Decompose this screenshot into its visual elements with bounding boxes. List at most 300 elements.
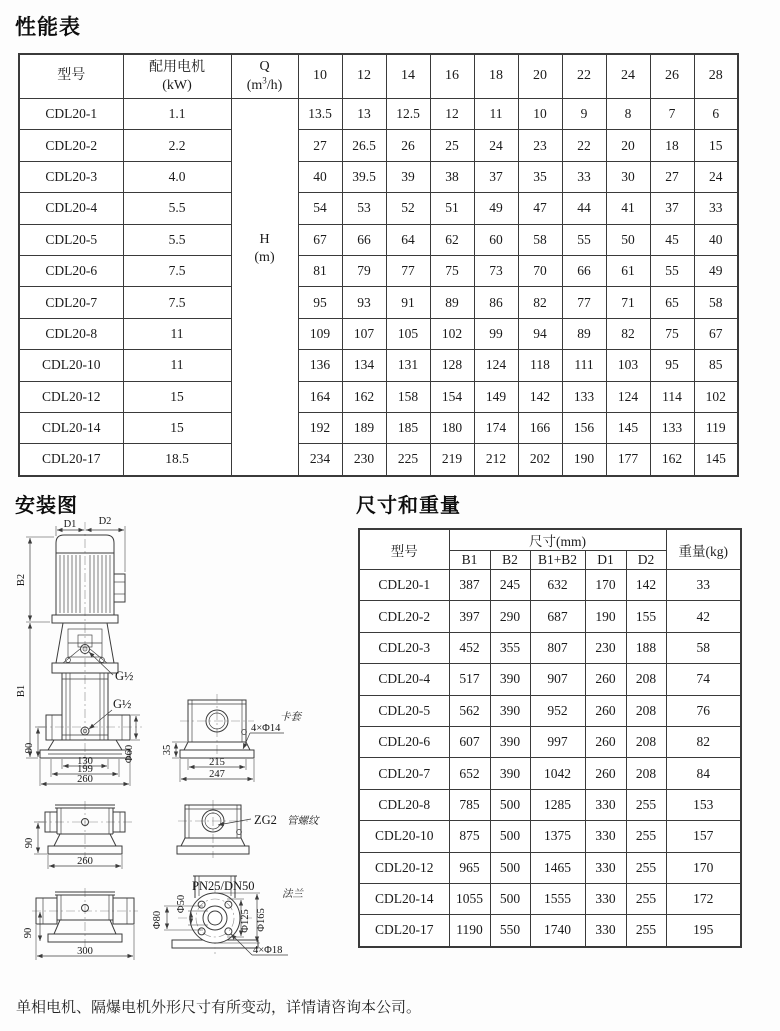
head-value-cell: 136 (298, 350, 342, 381)
dimension-value-cell: 785 (449, 789, 490, 820)
dimension-value-cell: 142 (626, 570, 666, 601)
dim-label-300: 300 (77, 946, 93, 957)
power-cell: 11 (123, 350, 231, 381)
head-value-cell: 13.5 (298, 99, 342, 130)
col-header-flow-line1: Q (259, 59, 270, 75)
head-value-cell: 24 (694, 161, 738, 192)
head-value-cell: 99 (474, 318, 518, 349)
dimensions-table-row (359, 915, 741, 947)
head-value-cell: 118 (518, 350, 562, 381)
head-value-cell: 225 (386, 444, 430, 476)
head-value-cell: 55 (650, 255, 694, 286)
dimension-value-cell: 84 (666, 758, 741, 789)
head-value-cell: 40 (298, 161, 342, 192)
col-header-power-line2: (kW) (162, 77, 192, 93)
head-value-cell: 50 (606, 224, 650, 255)
col-header-model: 型号 (19, 54, 123, 99)
head-value-cell: 49 (694, 255, 738, 286)
head-unit-line1: H (259, 231, 270, 247)
dimension-value-cell: 1285 (530, 789, 585, 820)
dimension-value-cell: 397 (449, 601, 490, 632)
dims-col-header-weight: 重量(kg) (666, 529, 741, 570)
performance-table-title: 性能表 (15, 16, 81, 39)
annotation-ferrule: 卡套 (280, 712, 301, 723)
model-cell: CDL20-1 (19, 99, 123, 130)
head-value-cell: 10 (518, 99, 562, 130)
power-cell: 18.5 (123, 444, 231, 476)
dim-label-zg2: ZG2 (254, 813, 277, 827)
dimension-value-cell: 260 (585, 758, 626, 789)
dimensions-table-row (359, 883, 741, 914)
model-cell: CDL20-4 (359, 664, 449, 695)
head-value-cell: 15 (694, 130, 738, 161)
col-header-power-line1: 配用电机 (149, 60, 205, 75)
dimension-value-cell: 875 (449, 821, 490, 852)
head-value-cell: 11 (474, 99, 518, 130)
head-value-cell: 162 (650, 444, 694, 476)
dimension-value-cell: 260 (585, 695, 626, 726)
model-cell: CDL20-6 (19, 255, 123, 286)
head-value-cell: 142 (518, 381, 562, 412)
performance-table-row (19, 224, 738, 255)
dimension-value-cell: 330 (585, 915, 626, 947)
head-value-cell: 85 (694, 350, 738, 381)
head-value-cell: 51 (430, 193, 474, 224)
head-value-cell: 66 (342, 224, 386, 255)
head-value-cell: 91 (386, 287, 430, 318)
head-value-cell: 49 (474, 193, 518, 224)
head-value-cell: 53 (342, 193, 386, 224)
dimension-value-cell: 208 (626, 758, 666, 789)
dimension-value-cell: 807 (530, 632, 585, 663)
dimension-value-cell: 355 (490, 632, 530, 663)
head-value-cell: 111 (562, 350, 606, 381)
head-value-cell: 79 (342, 255, 386, 286)
dimensions-table-row (359, 601, 741, 632)
power-cell: 15 (123, 412, 231, 443)
dimension-value-cell: 907 (530, 664, 585, 695)
head-value-cell: 189 (342, 412, 386, 443)
head-value-cell: 37 (474, 161, 518, 192)
head-value-cell: 73 (474, 255, 518, 286)
dimension-value-cell: 500 (490, 789, 530, 820)
dims-col-header-size: B1+B2 (530, 551, 585, 570)
head-value-cell: 77 (386, 255, 430, 286)
motor-terminal-box (114, 574, 125, 602)
dimension-value-cell: 42 (666, 601, 741, 632)
head-value-cell: 158 (386, 381, 430, 412)
head-value-cell: 180 (430, 412, 474, 443)
head-value-cell: 27 (650, 161, 694, 192)
head-value-cell: 133 (650, 412, 694, 443)
head-value-cell: 105 (386, 318, 430, 349)
pump-flange-view (152, 876, 304, 956)
head-value-cell: 26 (386, 130, 430, 161)
col-header-flow-value: 26 (650, 54, 694, 99)
head-value-cell: 93 (342, 287, 386, 318)
model-cell: CDL20-12 (19, 381, 123, 412)
head-value-cell: 27 (298, 130, 342, 161)
dimension-value-cell: 500 (490, 821, 530, 852)
head-value-cell: 65 (650, 287, 694, 318)
head-value-cell: 40 (694, 224, 738, 255)
head-value-cell: 24 (474, 130, 518, 161)
head-value-cell: 94 (518, 318, 562, 349)
dim-label-g12-top: G½ (115, 669, 134, 683)
dimensions-table-row (359, 570, 741, 601)
pump-side-view-thread (177, 800, 320, 858)
installation-diagram-title: 安装图 (15, 495, 78, 517)
head-value-cell: 114 (650, 381, 694, 412)
head-value-cell: 39 (386, 161, 430, 192)
dim-label-215: 215 (209, 757, 225, 768)
head-value-cell: 134 (342, 350, 386, 381)
performance-header-row (19, 54, 738, 99)
col-header-flow-value: 16 (430, 54, 474, 99)
model-cell: CDL20-7 (359, 758, 449, 789)
dimensions-table (358, 528, 742, 948)
dimension-value-cell: 517 (449, 664, 490, 695)
dimension-value-cell: 562 (449, 695, 490, 726)
dimension-value-cell: 550 (490, 915, 530, 947)
head-value-cell: 124 (474, 350, 518, 381)
head-value-cell: 54 (298, 193, 342, 224)
dimension-value-cell: 390 (490, 758, 530, 789)
suction-port (46, 715, 62, 740)
head-value-cell: 22 (562, 130, 606, 161)
dimension-value-cell: 188 (626, 632, 666, 663)
head-value-cell: 47 (518, 193, 562, 224)
head-value-cell: 39.5 (342, 161, 386, 192)
head-value-cell: 12 (430, 99, 474, 130)
performance-table-row (19, 130, 738, 161)
dim-label-35: 35 (162, 744, 173, 756)
dims-col-header-size: D2 (626, 551, 666, 570)
power-cell: 7.5 (123, 255, 231, 286)
dimension-value-cell: 230 (585, 632, 626, 663)
model-cell: CDL20-8 (19, 318, 123, 349)
installation-diagram (10, 516, 350, 976)
head-value-cell: 185 (386, 412, 430, 443)
head-value-cell: 192 (298, 412, 342, 443)
performance-table-row (19, 99, 738, 130)
performance-table-row (19, 193, 738, 224)
annotation-pipe-thread: 管螺纹 (287, 816, 319, 827)
head-value-cell: 75 (430, 255, 474, 286)
pump-base-front-260 (24, 801, 132, 869)
dimension-value-cell: 260 (585, 726, 626, 757)
head-value-cell: 119 (694, 412, 738, 443)
dimensions-table-row (359, 852, 741, 883)
dimension-value-cell: 330 (585, 852, 626, 883)
performance-table-row (19, 255, 738, 286)
head-value-cell: 234 (298, 444, 342, 476)
head-value-cell: 44 (562, 193, 606, 224)
model-cell: CDL20-2 (359, 601, 449, 632)
power-cell: 4.0 (123, 161, 231, 192)
dimensions-table-row (359, 789, 741, 820)
model-cell: CDL20-3 (359, 632, 449, 663)
head-value-cell: 95 (298, 287, 342, 318)
head-value-cell: 66 (562, 255, 606, 286)
dimension-value-cell: 255 (626, 821, 666, 852)
dim-label-260: 260 (77, 774, 93, 785)
head-unit-cell (231, 99, 298, 476)
dimension-value-cell: 387 (449, 570, 490, 601)
dim-label-d1: D1 (63, 519, 77, 530)
head-value-cell: 9 (562, 99, 606, 130)
head-value-cell: 67 (694, 318, 738, 349)
head-value-cell: 107 (342, 318, 386, 349)
head-value-cell: 30 (606, 161, 650, 192)
head-value-cell: 7 (650, 99, 694, 130)
model-cell: CDL20-2 (19, 130, 123, 161)
model-cell: CDL20-8 (359, 789, 449, 820)
dimension-value-cell: 390 (490, 664, 530, 695)
performance-table (18, 53, 739, 477)
head-value-cell: 13 (342, 99, 386, 130)
dimension-value-cell: 33 (666, 570, 741, 601)
head-value-cell: 162 (342, 381, 386, 412)
dimension-value-cell: 208 (626, 726, 666, 757)
dimensions-table-title: 尺寸和重量 (356, 495, 461, 517)
dimension-value-cell: 330 (585, 821, 626, 852)
head-value-cell: 58 (694, 287, 738, 318)
col-header-flow (231, 54, 298, 99)
head-value-cell: 102 (430, 318, 474, 349)
power-cell: 11 (123, 318, 231, 349)
dimension-value-cell: 500 (490, 883, 530, 914)
dims-col-header-size-group: 尺寸(mm) (449, 529, 666, 551)
power-cell: 15 (123, 381, 231, 412)
col-header-flow-value: 20 (518, 54, 562, 99)
dimension-value-cell: 330 (585, 883, 626, 914)
col-header-flow-value: 18 (474, 54, 518, 99)
dimension-value-cell: 1190 (449, 915, 490, 947)
dimensions-table-row (359, 695, 741, 726)
performance-table-row (19, 318, 738, 349)
col-header-flow-value: 14 (386, 54, 430, 99)
model-cell: CDL20-7 (19, 287, 123, 318)
performance-table-row (19, 350, 738, 381)
head-value-cell: 62 (430, 224, 474, 255)
dimension-value-cell: 172 (666, 883, 741, 914)
head-value-cell: 156 (562, 412, 606, 443)
dimension-value-cell: 82 (666, 726, 741, 757)
performance-table-row (19, 381, 738, 412)
head-value-cell: 89 (430, 287, 474, 318)
pump-front-view (16, 516, 142, 786)
dims-col-header-size: D1 (585, 551, 626, 570)
model-cell: CDL20-12 (359, 852, 449, 883)
dimension-value-cell: 1465 (530, 852, 585, 883)
col-header-flow-line2: $(m^3/h)$ (246, 75, 283, 94)
performance-table-body (19, 99, 738, 476)
head-value-cell: 25 (430, 130, 474, 161)
dimension-value-cell: 632 (530, 570, 585, 601)
dimension-value-cell: 1740 (530, 915, 585, 947)
dimension-value-cell: 965 (449, 852, 490, 883)
dimension-value-cell: 170 (585, 570, 626, 601)
head-value-cell: 128 (430, 350, 474, 381)
power-cell: 2.2 (123, 130, 231, 161)
head-value-cell: 8 (606, 99, 650, 130)
dimension-value-cell: 500 (490, 852, 530, 883)
footer-note: 单相电机、隔爆电机外形尺寸有所变动，详情请咨询本公司。 (16, 999, 422, 1016)
dimension-value-cell: 208 (626, 664, 666, 695)
dimension-value-cell: 255 (626, 852, 666, 883)
performance-table-row (19, 444, 738, 476)
head-value-cell: 103 (606, 350, 650, 381)
annotation-flange: 法兰 (282, 889, 303, 900)
dim-label-4x18: 4×Φ18 (253, 945, 283, 956)
dimension-value-cell: 997 (530, 726, 585, 757)
head-value-cell: 149 (474, 381, 518, 412)
col-header-flow-value: 24 (606, 54, 650, 99)
performance-table-row (19, 161, 738, 192)
model-cell: CDL20-5 (359, 695, 449, 726)
model-cell: CDL20-10 (19, 350, 123, 381)
dim-label-phi80: Φ80 (152, 910, 163, 930)
power-cell: 5.5 (123, 224, 231, 255)
head-value-cell: 166 (518, 412, 562, 443)
head-value-cell: 77 (562, 287, 606, 318)
head-value-cell: 164 (298, 381, 342, 412)
head-value-cell: 38 (430, 161, 474, 192)
head-value-cell: 230 (342, 444, 386, 476)
dimension-value-cell: 58 (666, 632, 741, 663)
head-value-cell: 190 (562, 444, 606, 476)
model-cell: CDL20-14 (19, 412, 123, 443)
dimension-value-cell: 255 (626, 883, 666, 914)
dims-col-header-size: B1 (449, 551, 490, 570)
head-value-cell: 33 (694, 193, 738, 224)
dim-label-4x14: 4×Φ14 (251, 723, 281, 734)
head-value-cell: 58 (518, 224, 562, 255)
col-header-flow-value: 12 (342, 54, 386, 99)
head-value-cell: 109 (298, 318, 342, 349)
dim-label-pn: PN25/DN50 (192, 879, 255, 893)
dimension-value-cell: 1042 (530, 758, 585, 789)
head-value-cell: 70 (518, 255, 562, 286)
head-value-cell: 177 (606, 444, 650, 476)
head-value-cell: 61 (606, 255, 650, 286)
dimensions-table-row (359, 821, 741, 852)
dim-label-b1: B1 (16, 684, 27, 698)
head-value-cell: 102 (694, 381, 738, 412)
pump-base-front-300 (23, 888, 138, 960)
dimension-value-cell: 170 (666, 852, 741, 883)
dim-label-90: 90 (24, 742, 35, 754)
dimension-value-cell: 1055 (449, 883, 490, 914)
dimensions-table-row (359, 726, 741, 757)
performance-table-row (19, 287, 738, 318)
dimension-value-cell: 255 (626, 915, 666, 947)
dimension-value-cell: 1375 (530, 821, 585, 852)
dimension-value-cell: 687 (530, 601, 585, 632)
head-value-cell: 33 (562, 161, 606, 192)
head-value-cell: 18 (650, 130, 694, 161)
head-value-cell: 71 (606, 287, 650, 318)
dimension-value-cell: 190 (585, 601, 626, 632)
dimensions-table-row (359, 664, 741, 695)
model-cell: CDL20-6 (359, 726, 449, 757)
head-value-cell: 37 (650, 193, 694, 224)
head-value-cell: 12.5 (386, 99, 430, 130)
dims-col-header-size: B2 (490, 551, 530, 570)
dimension-value-cell: 76 (666, 695, 741, 726)
dimensions-header-row1 (359, 529, 741, 551)
head-value-cell: 23 (518, 130, 562, 161)
power-cell: 1.1 (123, 99, 231, 130)
head-value-cell: 133 (562, 381, 606, 412)
model-cell: CDL20-1 (359, 570, 449, 601)
dimension-value-cell: 952 (530, 695, 585, 726)
col-header-flow-value: 28 (694, 54, 738, 99)
dim-label-g12-bottom: G½ (113, 697, 132, 711)
dimension-value-cell: 390 (490, 726, 530, 757)
dim-label-90c: 90 (23, 927, 34, 939)
head-value-cell: 95 (650, 350, 694, 381)
dimension-value-cell: 607 (449, 726, 490, 757)
head-unit-line2: (m) (254, 249, 275, 265)
performance-table-row (19, 412, 738, 443)
model-cell: CDL20-3 (19, 161, 123, 192)
head-value-cell: 81 (298, 255, 342, 286)
head-value-cell: 219 (430, 444, 474, 476)
dimension-value-cell: 452 (449, 632, 490, 663)
dimensions-table-row (359, 632, 741, 663)
head-value-cell: 52 (386, 193, 430, 224)
model-cell: CDL20-17 (359, 915, 449, 947)
pump-side-view-clamp (162, 694, 302, 782)
head-value-cell: 89 (562, 318, 606, 349)
head-value-cell: 55 (562, 224, 606, 255)
dims-col-header-model: 型号 (359, 529, 449, 570)
dimension-value-cell: 290 (490, 601, 530, 632)
dimension-value-cell: 157 (666, 821, 741, 852)
dim-label-199: 199 (77, 764, 93, 775)
dim-label-260b: 260 (77, 856, 93, 867)
discharge-port (108, 715, 130, 740)
dim-label-d2: D2 (98, 516, 112, 527)
head-value-cell: 75 (650, 318, 694, 349)
dimension-value-cell: 74 (666, 664, 741, 695)
dim-label-phi165: Φ165 (256, 908, 267, 932)
dimension-value-cell: 652 (449, 758, 490, 789)
dim-label-phi60: Φ60 (124, 744, 135, 764)
head-value-cell: 67 (298, 224, 342, 255)
col-header-power (123, 54, 231, 99)
model-cell: CDL20-5 (19, 224, 123, 255)
dimensions-table-row (359, 758, 741, 789)
head-value-cell: 86 (474, 287, 518, 318)
dimension-value-cell: 208 (626, 695, 666, 726)
dim-label-90b: 90 (24, 837, 35, 849)
dimension-value-cell: 1555 (530, 883, 585, 914)
dim-label-130: 130 (77, 756, 93, 767)
head-value-cell: 174 (474, 412, 518, 443)
dimension-value-cell: 255 (626, 789, 666, 820)
col-header-flow-value: 10 (298, 54, 342, 99)
dimension-value-cell: 155 (626, 601, 666, 632)
model-cell: CDL20-17 (19, 444, 123, 476)
dim-label-b2: B2 (16, 573, 27, 587)
model-cell: CDL20-14 (359, 883, 449, 914)
dimension-value-cell: 260 (585, 664, 626, 695)
head-value-cell: 145 (694, 444, 738, 476)
model-cell: CDL20-4 (19, 193, 123, 224)
